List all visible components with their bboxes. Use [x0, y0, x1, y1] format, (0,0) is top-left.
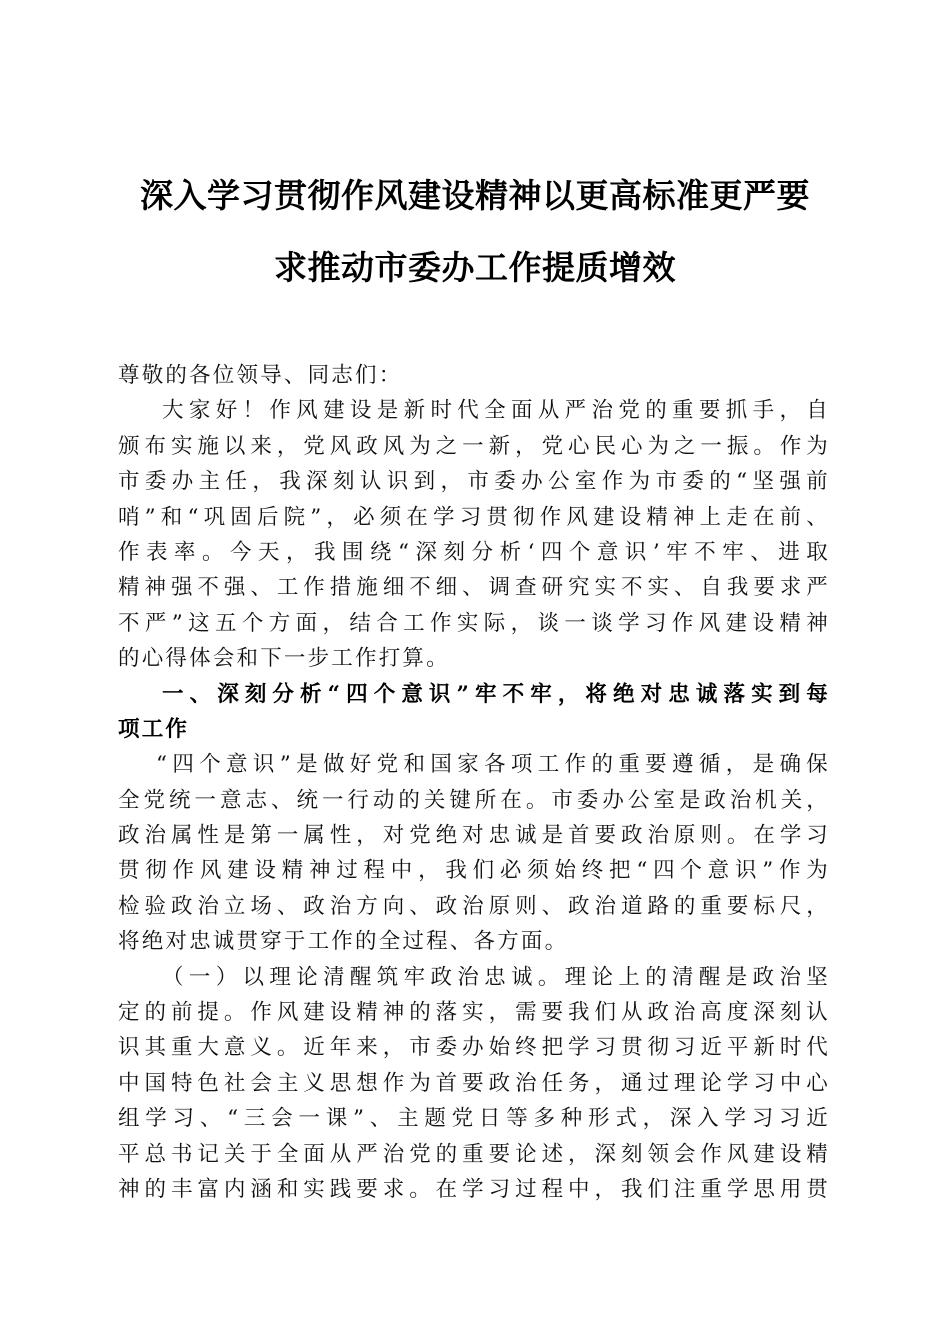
section-heading: 一、深刻分析“四个意识”牢不牢，将绝对忠诚落实到每 — [162, 681, 830, 707]
paragraph-line: 作表率。今天，我围绕“深刻分析‘四个意识’牢不牢、进取 — [118, 539, 830, 565]
paragraph-line: 将绝对忠诚贯穿于工作的全过程、各方面。 — [118, 929, 569, 955]
paragraph-line: （一）以理论清醒筑牢政治忠诚。理论上的清醒是政治坚 — [162, 964, 830, 990]
greeting: 尊敬的各位领导、同志们： — [118, 363, 403, 388]
paragraph-line: 精神强不强、工作措施细不细、调查研究实不实、自我要求严 — [118, 575, 830, 601]
paragraph-line: 检验政治立场、政治方向、政治原则、政治道路的重要标尺， — [118, 893, 830, 919]
paragraph-line: 神的丰富内涵和实践要求。在学习过程中，我们注重学思用贯 — [118, 1176, 830, 1202]
paragraph-line: 大家好！作风建设是新时代全面从严治党的重要抓手，自 — [162, 398, 830, 424]
paragraph-line: 市委办主任，我深刻认识到，市委办公室作为市委的“坚强前 — [118, 469, 830, 495]
paragraph-line: 全党统一意志、统一行动的关键所在。市委办公室是政治机关， — [118, 787, 830, 813]
document-title-line-1: 深入学习贯彻作风建设精神以更高标准更严要 — [140, 176, 810, 215]
paragraph-line: 识其重大意义。近年来，市委办始终把学习贯彻习近平新时代 — [118, 1035, 830, 1061]
paragraph-line: 政治属性是第一属性，对党绝对忠诚是首要政治原则。在学习 — [118, 823, 830, 849]
section-heading: 项工作 — [118, 716, 190, 742]
paragraph-line: 组学习、“三会一课”、主题党日等多种形式，深入学习习近 — [118, 1106, 830, 1132]
paragraph-line: 贯彻作风建设精神过程中，我们必须始终把“四个意识”作为 — [118, 858, 830, 884]
paragraph-line: 不严”这五个方面，结合工作实际，谈一谈学习作风建设精神 — [118, 610, 830, 636]
paragraph-line: 哨”和“巩固后院”，必须在学习贯彻作风建设精神上走在前、 — [118, 504, 830, 530]
paragraph-line: 的心得体会和下一步工作打算。 — [118, 646, 450, 672]
paragraph-line: 定的前提。作风建设精神的落实，需要我们从政治高度深刻认 — [118, 1000, 830, 1026]
paragraph-line: 中国特色社会主义思想作为首要政治任务，通过理论学习中心 — [118, 1070, 830, 1096]
document-body — [118, 358, 830, 1207]
document-title-line-2: 求推动市委办工作提质增效 — [274, 248, 676, 287]
paragraph-line: 颁布实施以来，党风政风为之一新，党心民心为之一振。作为 — [118, 433, 830, 459]
paragraph-line: “四个意识”是做好党和国家各项工作的重要遵循，是确保 — [156, 752, 830, 778]
paragraph-line: 平总书记关于全面从严治党的重要论述，深刻领会作风建设精 — [118, 1141, 830, 1167]
